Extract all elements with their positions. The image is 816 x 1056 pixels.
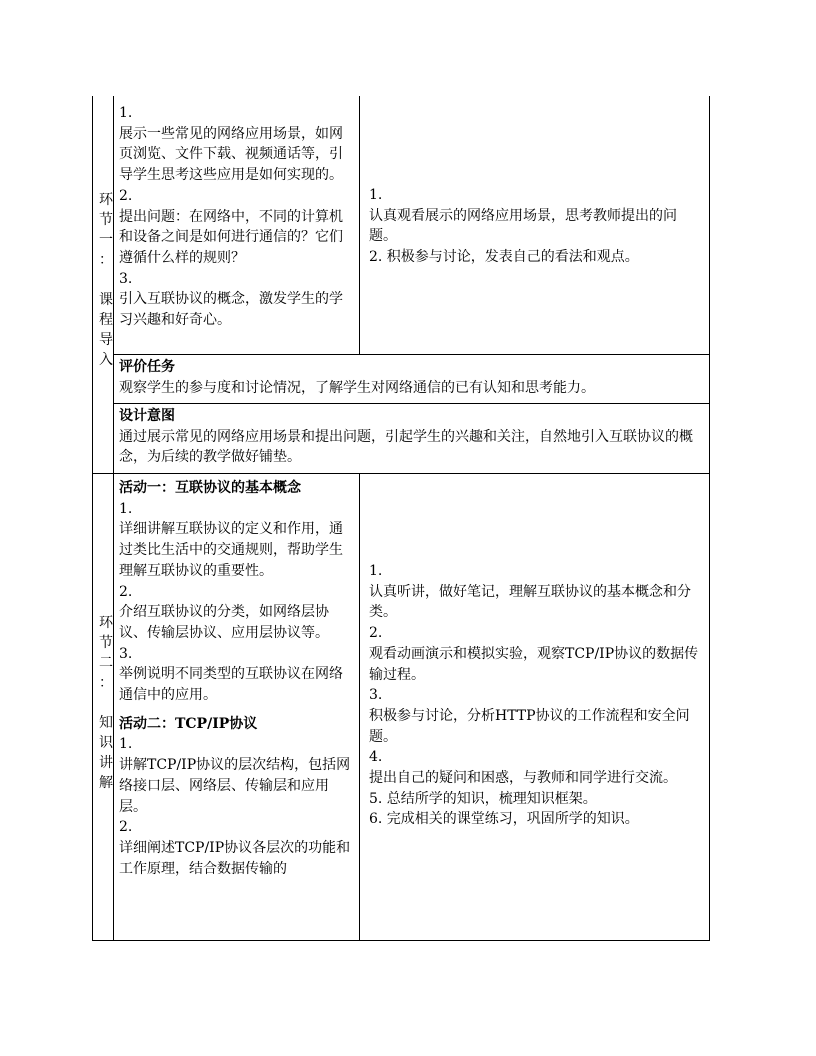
activity-title: 活动一：互联协议的基本概念 <box>119 480 301 496</box>
item-number: 3. <box>119 270 133 287</box>
teacher-activities-knowledge <box>119 478 351 938</box>
item-text: 积极参与讨论，分析HTTP协议的工作流程和安全问题。 <box>369 707 690 745</box>
table-left-border <box>92 96 93 941</box>
item-number: 1. <box>119 736 133 753</box>
section-label-char: 课 <box>99 292 113 308</box>
item-text: 详细阐述TCP/IP协议各层次的功能和工作原理，结合数据传输的 <box>119 839 351 877</box>
section-divider <box>92 473 710 474</box>
teacher-activities-intro <box>119 103 351 331</box>
section-label-char: 二 <box>99 655 113 671</box>
section-label-char: 解 <box>99 775 113 791</box>
item-number: 2. <box>369 625 383 642</box>
item-number: 2. <box>119 583 133 600</box>
evaluation-text: 观察学生的参与度和讨论情况，了解学生对网络通信的已有认知和思考能力。 <box>119 379 595 396</box>
column-divider <box>359 474 360 941</box>
item-number: 3. <box>119 645 133 662</box>
table-right-border <box>709 96 710 941</box>
section-label-char: 节 <box>99 212 113 228</box>
evaluation-task <box>119 357 703 398</box>
item-text: 认真听讲，做好笔记，理解互联协议的基本概念和分类。 <box>369 583 691 621</box>
evaluation-heading: 评价任务 <box>119 359 175 375</box>
section-label-knowledge <box>99 613 113 793</box>
row-divider <box>113 354 710 355</box>
item-number: 2. <box>119 819 133 836</box>
student-activities-intro <box>369 185 703 268</box>
item-text: 5. 总结所学的知识，梳理知识框架。 <box>369 790 597 807</box>
item-number: 1. <box>369 187 383 203</box>
section-label-char: 环 <box>99 615 113 631</box>
section-label-char: 知 <box>99 715 113 731</box>
student-activities-knowledge <box>369 561 703 830</box>
section-label-char: ： <box>99 675 113 691</box>
section-label-char: 导 <box>99 332 113 348</box>
item-text: 认真观看展示的网络应用场景，思考教师提出的问题。 <box>369 207 677 245</box>
item-number: 1. <box>119 500 133 517</box>
design-intent <box>119 406 703 468</box>
section-label-char <box>99 270 113 290</box>
section-label-intro <box>99 190 113 370</box>
item-number: 1. <box>369 563 383 579</box>
item-text: 2. 积极参与讨论，发表自己的看法和观点。 <box>369 249 639 266</box>
item-text: 6. 完成相关的课堂练习，巩固所学的知识。 <box>369 811 639 828</box>
item-text: 引入互联协议的概念，激发学生的学习兴趣和好奇心。 <box>119 291 343 329</box>
section-label-char <box>99 693 113 713</box>
design-text: 通过展示常见的网络应用场景和提出问题，引起学生的兴趣和关注，自然地引入互联协议的概念，为后续的教学做好铺垫。 <box>119 428 693 466</box>
activity-title: 活动二：TCP/IP协议 <box>119 715 258 732</box>
item-text: 详细讲解互联协议的定义和作用，通过类比生活中的交通规则，帮助学生理解互联协议的重要性。 <box>119 521 343 579</box>
section-label-char: 入 <box>99 352 113 368</box>
section-label-char: 环 <box>99 192 113 208</box>
item-number: 3. <box>369 687 383 704</box>
section-label-char: 节 <box>99 635 113 651</box>
item-number: 1. <box>119 105 133 121</box>
item-text: 展示一些常见的网络应用场景，如网页浏览、文件下载、视频通话等，引导学生思考这些应用是如何实现的。 <box>119 125 343 184</box>
item-text: 提出自己的疑问和困惑，与教师和同学进行交流。 <box>369 770 677 787</box>
section-label-char: ： <box>99 252 113 268</box>
item-number: 4. <box>369 749 383 766</box>
item-text: 介绍互联协议的分类，如网络层协议、传输层协议、应用层协议等。 <box>119 604 329 641</box>
column-divider <box>359 96 360 354</box>
section-label-char: 识 <box>99 735 113 751</box>
table-bottom-border <box>92 940 710 941</box>
item-text: 举例说明不同类型的互联协议在网络通信中的应用。 <box>119 666 343 704</box>
design-heading: 设计意图 <box>119 408 175 424</box>
item-text: 讲解TCP/IP协议的层次结构，包括网络接口层、网络层、传输层和应用层。 <box>119 757 351 815</box>
table-inner-border <box>113 96 114 941</box>
section-label-char: 一 <box>99 232 113 248</box>
item-number: 2. <box>119 187 133 204</box>
section-label-char: 程 <box>99 312 113 328</box>
row-divider <box>113 403 710 404</box>
section-label-char: 讲 <box>99 755 113 771</box>
item-text: 观看动画演示和模拟实验，观察TCP/IP协议的数据传输过程。 <box>369 645 699 683</box>
item-text: 提出问题：在网络中，不同的计算机和设备之间是如何进行通信的？它们遵循什么样的规则？ <box>119 208 343 266</box>
